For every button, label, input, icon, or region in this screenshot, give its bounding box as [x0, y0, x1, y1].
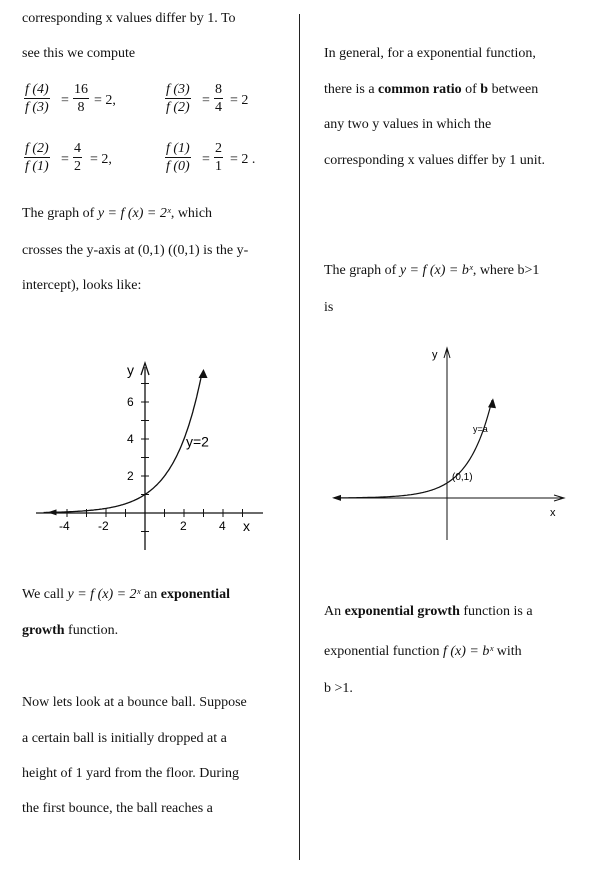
equation-bx: y = f (x) = bˣ [399, 263, 473, 278]
general-line-4: corresponding x values differ by 1 unit. [324, 153, 545, 168]
crosses-line: crosses the y-axis at (0,1) ((0,1) is the y- [22, 243, 249, 258]
curve-label: y=2 [185, 433, 209, 450]
ratio-denominator: f (2) [166, 100, 190, 115]
ratio-value-denominator: 8 [77, 100, 85, 115]
y-axis-label: y [432, 349, 438, 361]
x-axis-label: x [243, 518, 250, 534]
growth-def-line-1: An exponential growth function is a [324, 604, 533, 619]
bounce-line-1: Now lets look at a bounce ball. Suppose [22, 695, 247, 710]
ratio-numerator: f (2) [25, 141, 49, 156]
growth-def-line-3: b >1. [324, 681, 353, 696]
ratio-result: = 2 [230, 93, 249, 108]
intercept-line: intercept), looks like: [22, 278, 142, 293]
ratio-numerator: f (1) [166, 141, 190, 156]
bounce-line-2: a certain ball is initially dropped at a [22, 731, 227, 746]
ratio-value-denominator: 1 [215, 159, 222, 174]
ratio-numerator: f (3) [166, 82, 190, 97]
exponential-graph-bx [330, 340, 570, 545]
ratio-value-denominator: 4 [215, 100, 222, 115]
ratio-value-denominator: 2 [74, 159, 81, 174]
x-tick-label: -4 [59, 519, 70, 533]
x-tick-label: 2 [180, 519, 187, 533]
intercept-point-label: (0,1) [452, 472, 473, 483]
left-line-1: corresponding x values differ by 1. To [22, 11, 236, 26]
ratio-denominator: f (3) [25, 100, 49, 115]
general-line-3: any two y values in which the [324, 117, 492, 132]
ratio-value-numerator: 2 [215, 141, 222, 156]
exponential-graph-2x [28, 355, 278, 555]
growth-def-line-2: exponential function f (x) = bˣ with [324, 644, 522, 659]
ratio-denominator: f (1) [25, 159, 49, 174]
is-line: is [324, 300, 334, 315]
ratio-result: = 2, [94, 93, 116, 108]
y-tick-label: 4 [127, 432, 134, 446]
equation-2x: y = f (x) = 2ˣ [97, 206, 171, 221]
x-tick-label: 4 [219, 519, 226, 533]
left-line-2: see this we compute [22, 46, 136, 61]
x-axis-label: x [550, 507, 556, 519]
ratio-denominator: f (0) [166, 159, 190, 174]
curve-arrow-up [488, 398, 496, 408]
ratio-result: = 2, [90, 152, 112, 167]
y-tick-label: 2 [127, 469, 134, 483]
curve-2x [44, 375, 202, 513]
general-line-2: there is a common ratio of b between [324, 82, 539, 97]
graph-bx-intro: The graph of y = f (x) = bˣ, where b>1 [324, 263, 540, 278]
growth-function-line: growth function. [22, 623, 119, 638]
ratio-numerator: f (4) [25, 82, 49, 97]
ratio-value-numerator: 8 [215, 82, 222, 97]
y-axis-label: y [127, 362, 134, 378]
x-tick-label: -2 [98, 519, 109, 533]
bounce-line-4: the first bounce, the ball reaches a [22, 801, 213, 816]
bounce-line-3: height of 1 yard from the floor. During [22, 766, 239, 781]
y-tick-label: 6 [127, 395, 134, 409]
common-ratio-term: common ratio [378, 82, 462, 97]
general-line-1: In general, for a exponential function, [324, 46, 536, 61]
we-call-line: We call y = f (x) = 2ˣ an exponential [22, 587, 230, 602]
ratio-value-numerator: 16 [74, 82, 88, 97]
ratio-value-numerator: 4 [74, 141, 81, 156]
ratio-result: = 2 . [230, 152, 256, 167]
curve-arrow-up [199, 369, 208, 378]
column-divider [299, 14, 300, 860]
graph-intro-line: The graph of y = f (x) = 2ˣ, which [22, 206, 213, 221]
curve-bx [334, 400, 492, 498]
curve-label: y=a [473, 424, 488, 434]
